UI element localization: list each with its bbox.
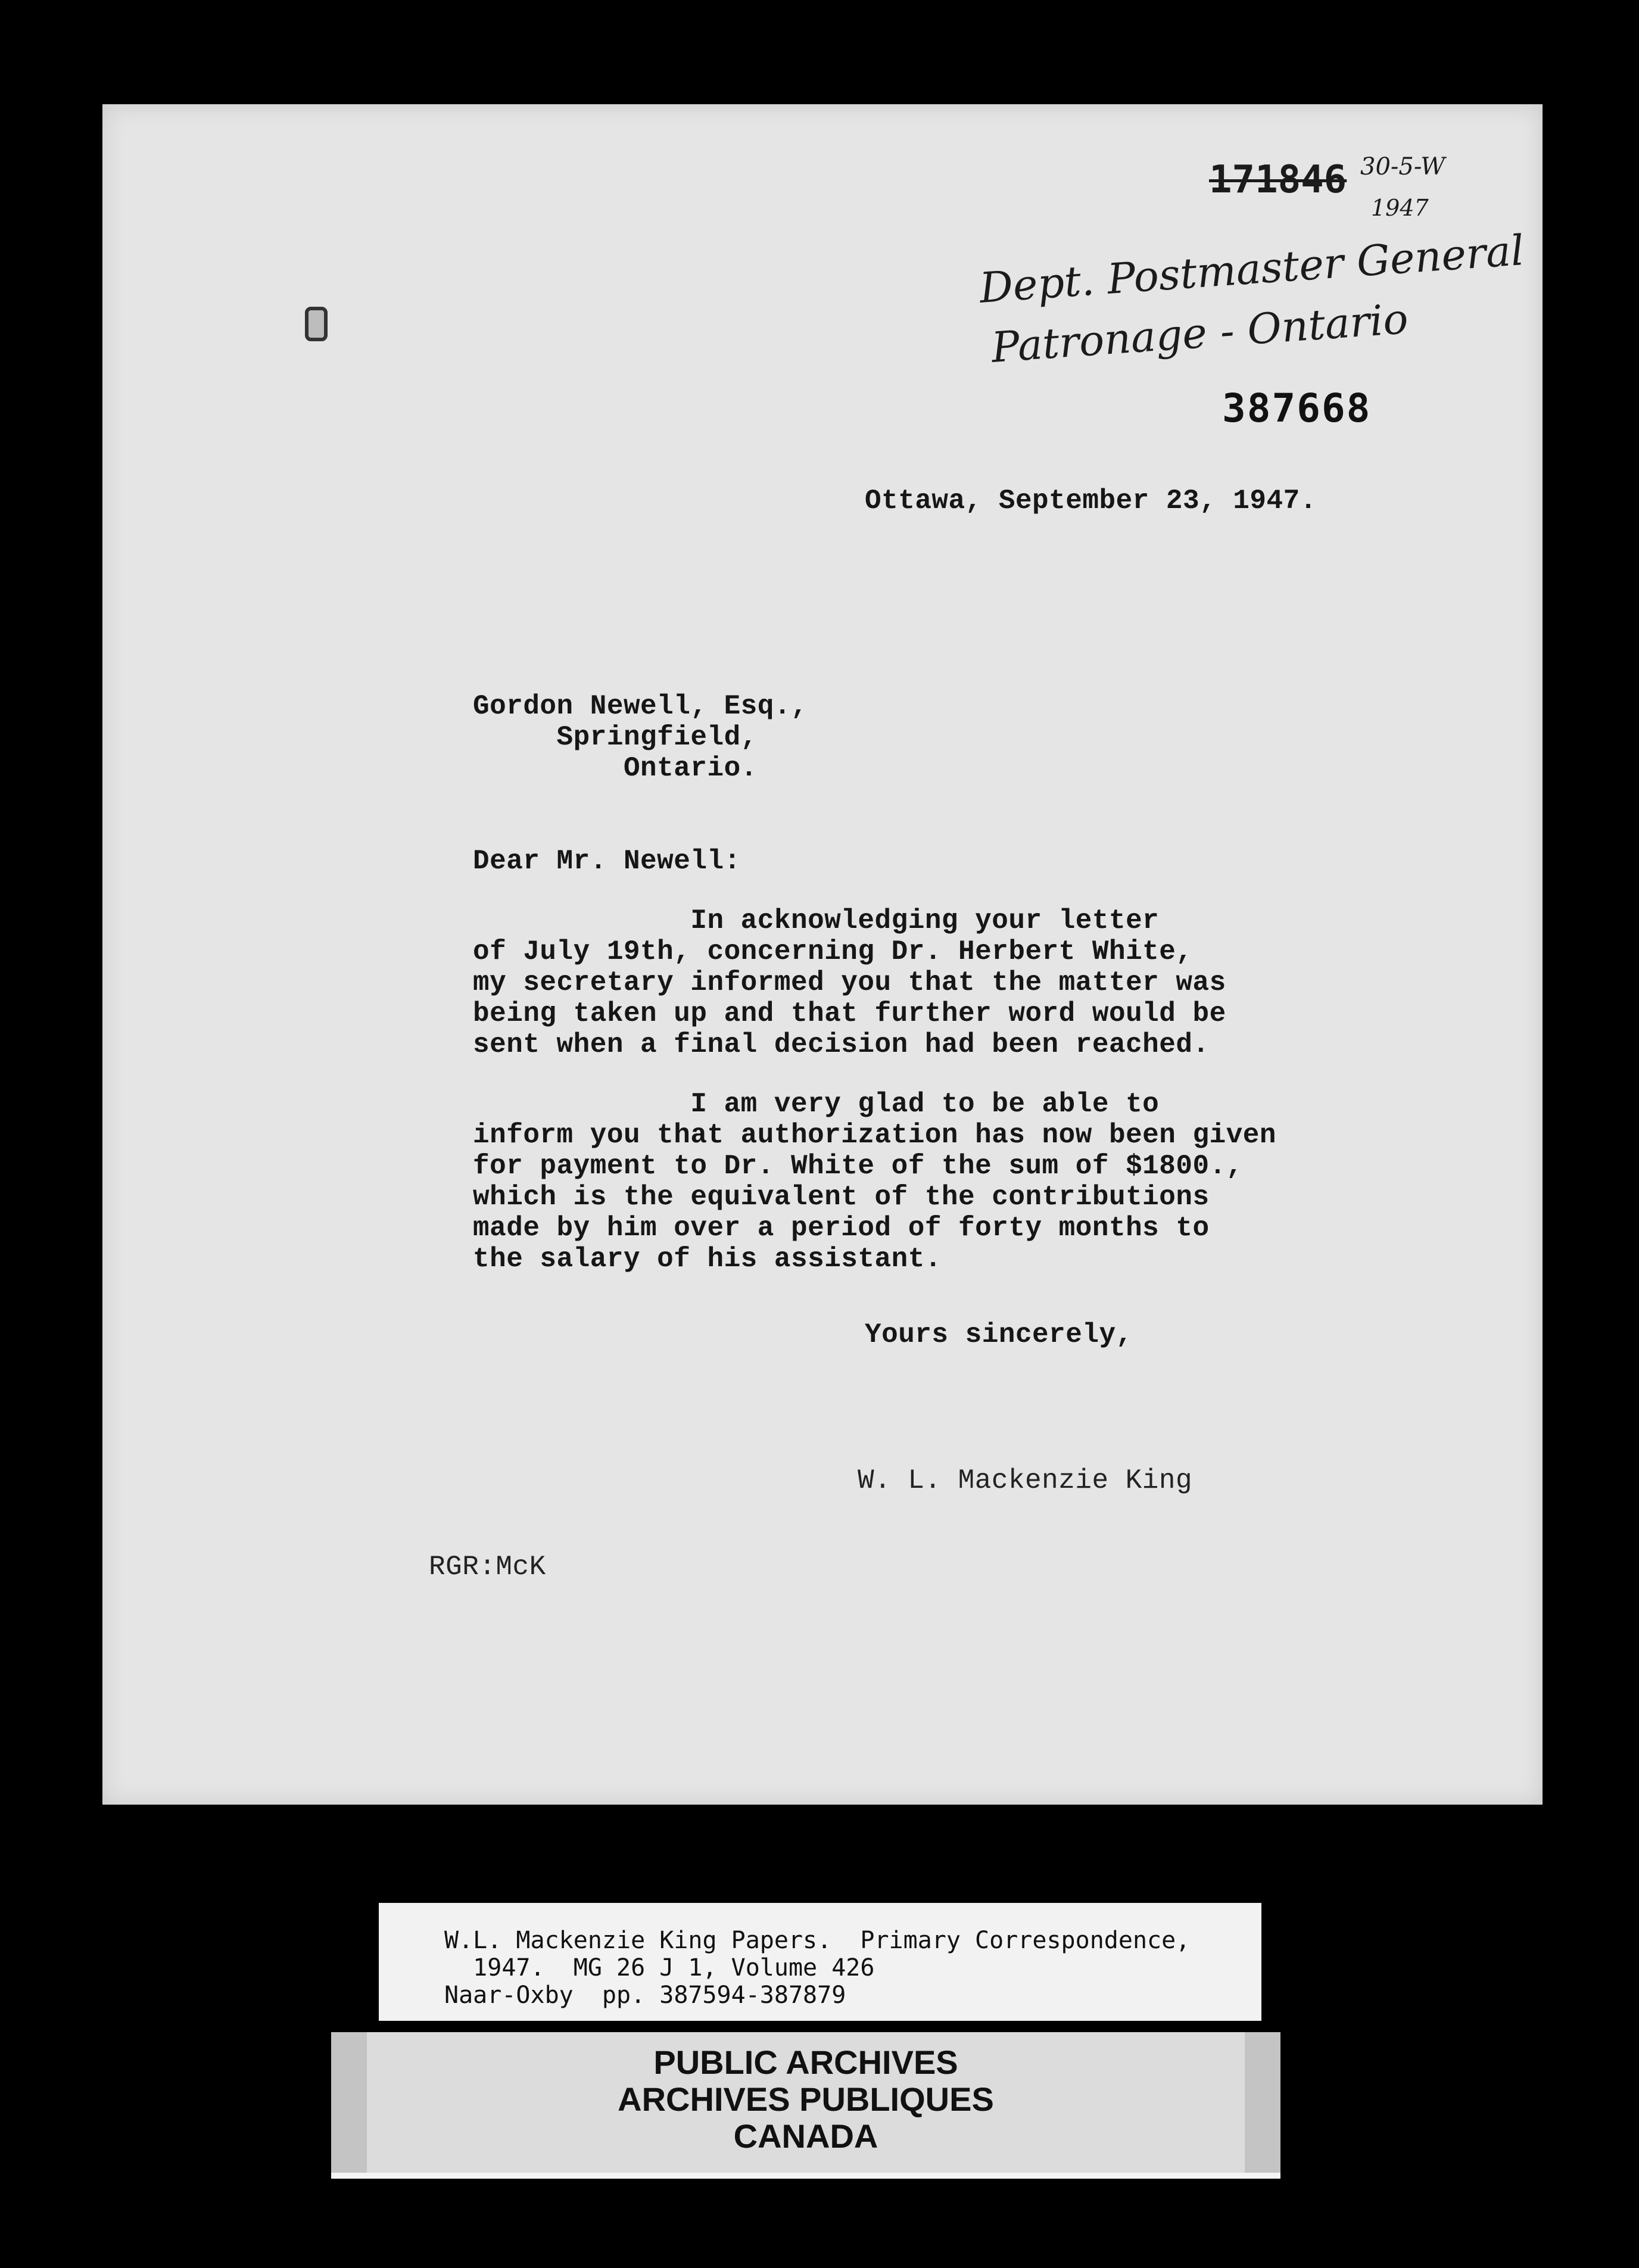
paragraph-1-line: In acknowledging your letter [473,905,1160,936]
signature-line: W. L. Mackenzie King [858,1465,1193,1496]
archive-label-line: 1947. MG 26 J 1, Volume 426 [444,1954,875,1982]
archive-reference-label [379,1903,1261,2021]
archive-label-line: Naar-Oxby pp. 387594-387879 [444,1982,846,2009]
closing: Yours sincerely, [865,1319,1133,1350]
binder-hole [305,307,328,341]
paragraph-1-line: my secretary informed you that the matter was [473,967,1226,998]
address-line-3: Ontario. [473,753,758,784]
date-line: Ottawa, September 23, 1947. [865,485,1317,516]
typist-initials: RGR:McK [429,1552,546,1582]
paragraph-2-line: for payment to Dr. White of the sum of $1800., [473,1151,1243,1182]
paragraph-1-line: sent when a final decision had been reached. [473,1029,1210,1060]
document-stamp-number: 387668 [1222,385,1372,431]
paragraph-1-line: of July 19th, concerning Dr. Herbert White, [473,936,1193,967]
handwritten-note-line1: Dept. Postmaster General [978,226,1526,313]
file-annotation-bottom: 1947 [1371,195,1429,221]
banner-line-2: ARCHIVES PUBLIQUES [618,2080,994,2118]
address-line-2: Springfield, [473,722,758,753]
paragraph-2-line: I am very glad to be able to [473,1089,1160,1120]
paragraph-1-line: being taken up and that further word would be [473,998,1226,1029]
banner-line-1: PUBLIC ARCHIVES [653,2043,958,2081]
archives-banner-text [331,2044,1280,2155]
paragraph-2-line: inform you that authorization has now been given [473,1120,1277,1151]
banner-line-3: CANADA [733,2117,878,2155]
salutation: Dear Mr. Newell: [473,846,741,877]
archives-banner [331,2032,1280,2179]
paragraph-2-line: made by him over a period of forty months to [473,1213,1210,1244]
handwritten-note-line2: Patronage - Ontario [990,294,1410,372]
file-annotation-top: 30-5-W [1360,153,1445,180]
archive-label-line: W.L. Mackenzie King Papers. Primary Correspondence, [444,1927,1191,1954]
struck-file-number: 171846 [1209,158,1347,202]
paragraph-2-line: the salary of his assistant. [473,1244,942,1275]
letter-page [102,104,1543,1805]
address-line-1: Gordon Newell, Esq., [473,691,808,722]
paragraph-2-line: which is the equivalent of the contributions [473,1182,1210,1213]
